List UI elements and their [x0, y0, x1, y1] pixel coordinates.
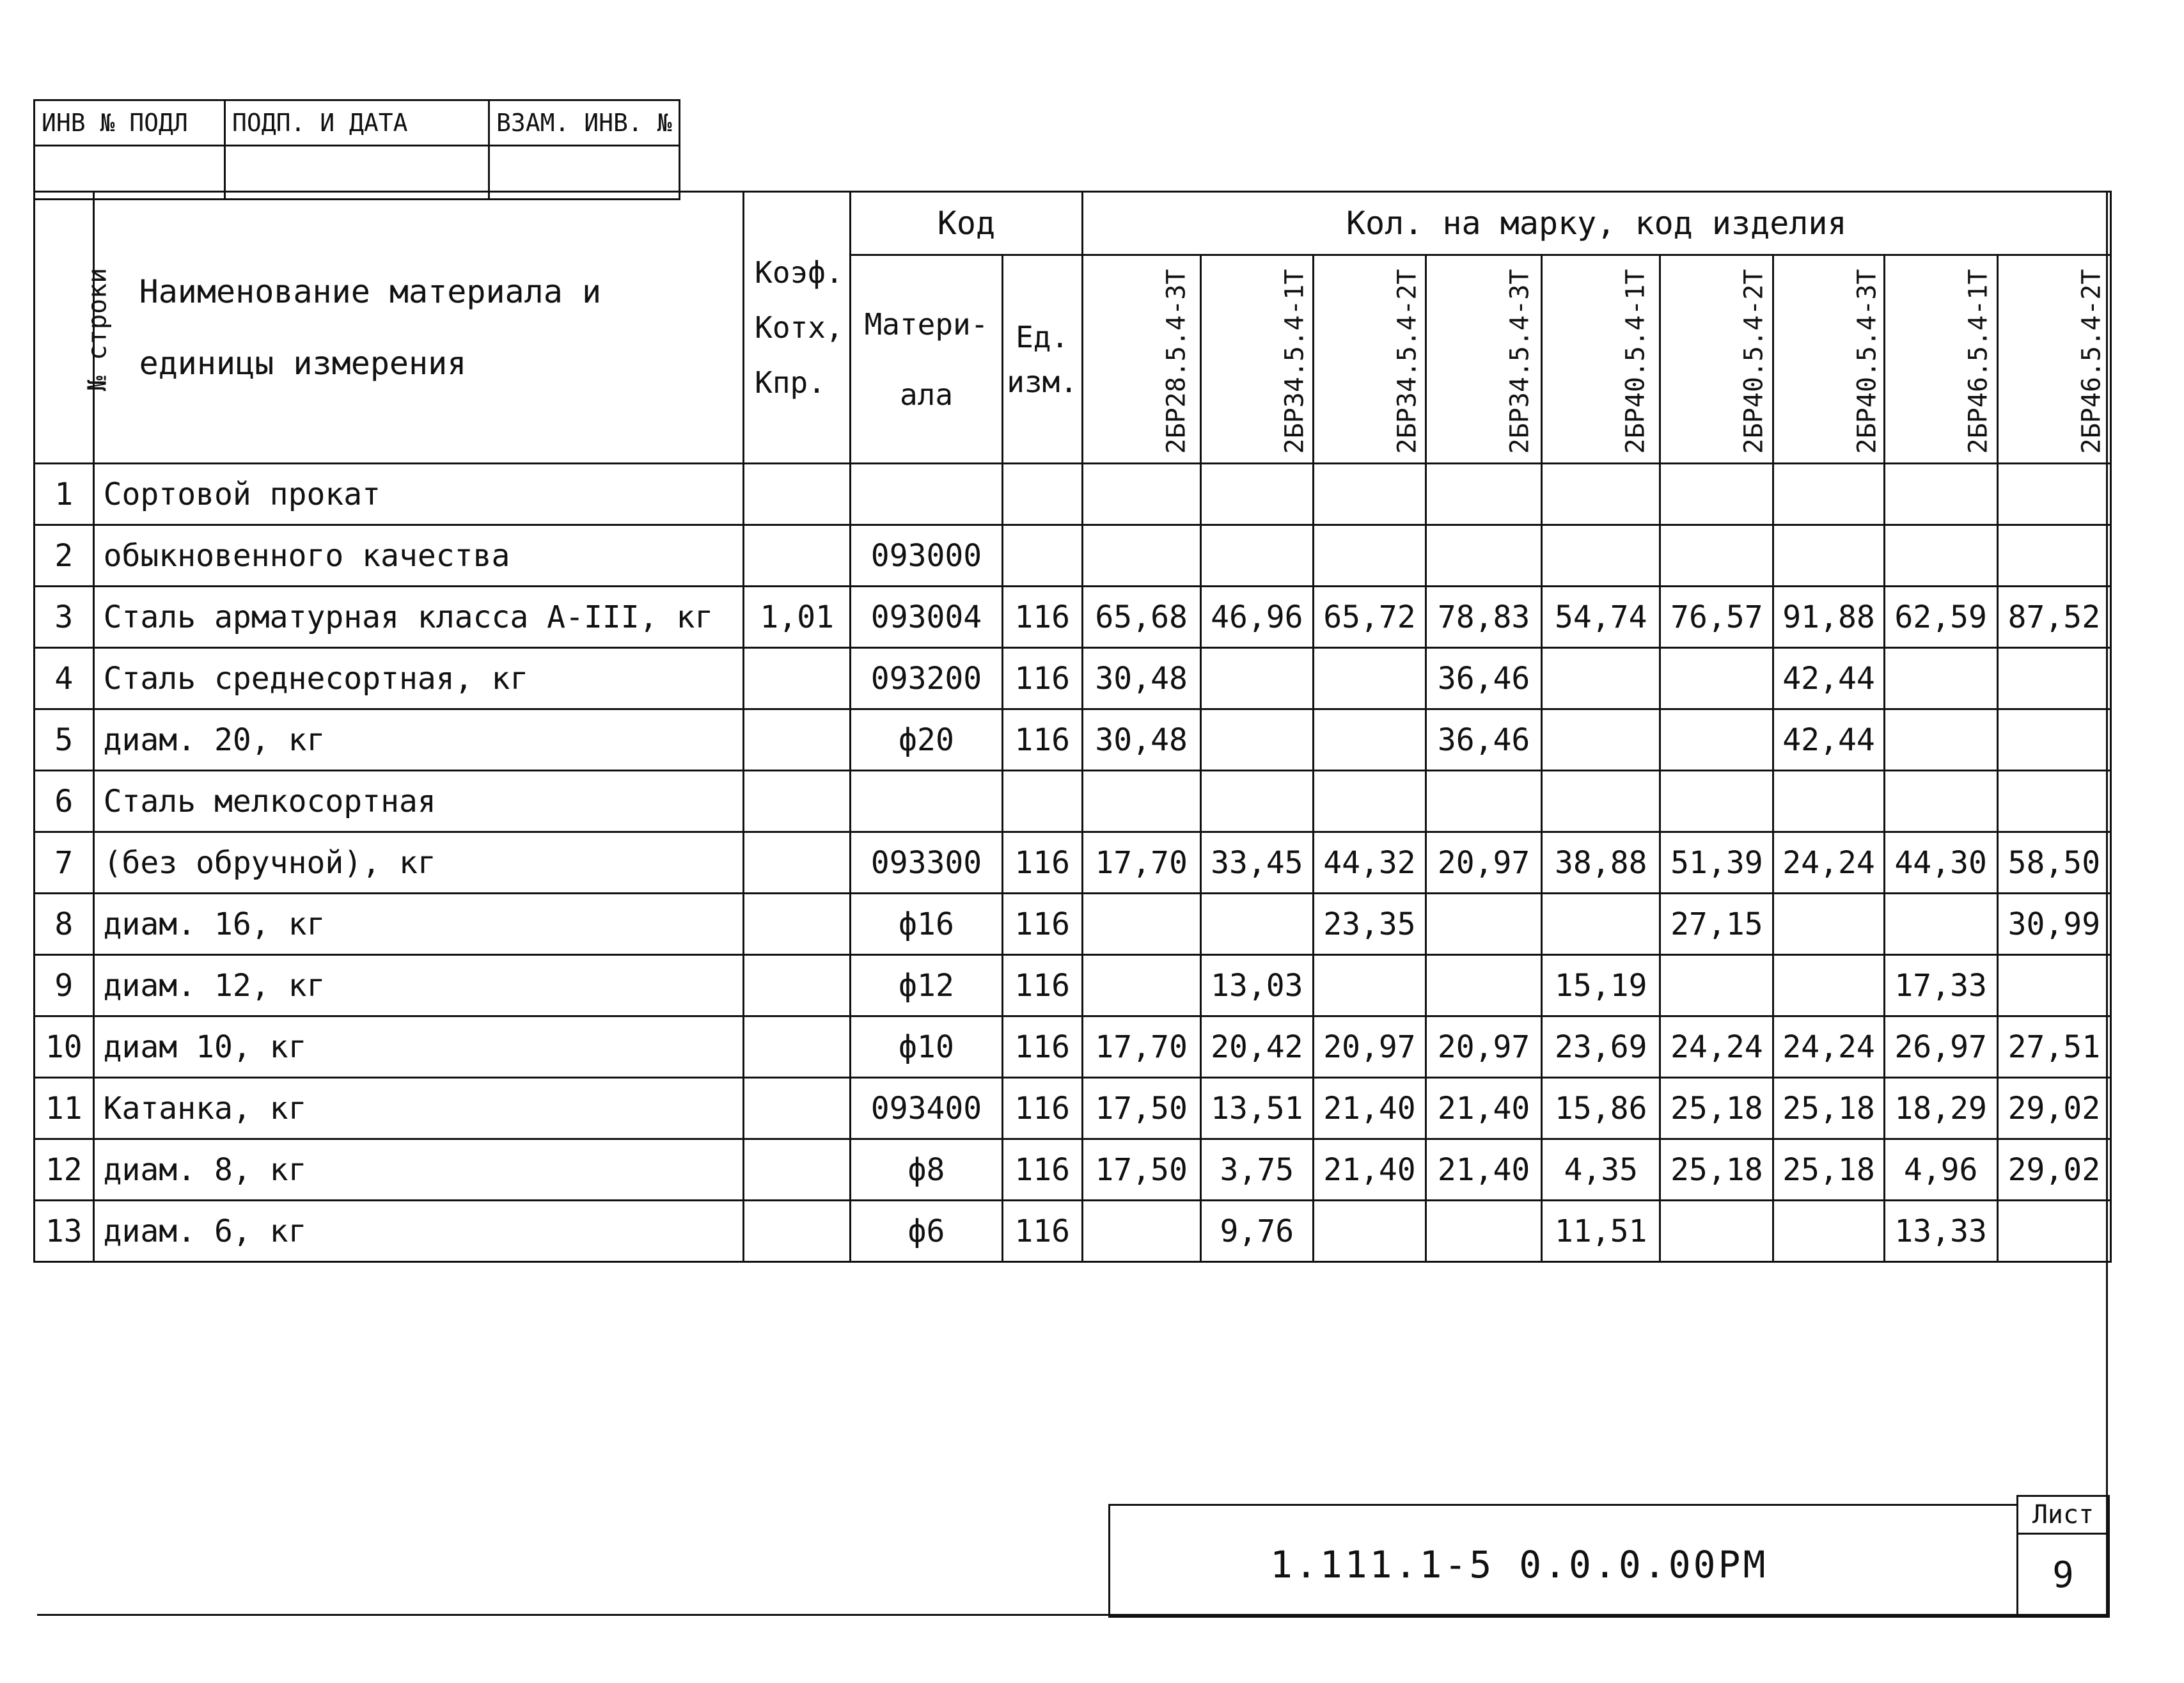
- quantity-cell: 25,18: [1660, 1139, 1773, 1201]
- row-number: 3: [35, 587, 94, 648]
- material-code: ф10: [851, 1016, 1003, 1078]
- quantity-cell: 17,70: [1082, 1016, 1200, 1078]
- quantity-cell: [1660, 709, 1773, 771]
- unit-code: 116: [1002, 1201, 1082, 1262]
- quantity-cell: 11,51: [1542, 1201, 1660, 1262]
- coefficient: [744, 648, 851, 709]
- header-coefficient: Коэф. Котх, Кпр.: [744, 192, 851, 464]
- quantity-cell: [1997, 709, 2110, 771]
- quantity-cell: [1082, 894, 1200, 955]
- coefficient: [744, 1139, 851, 1201]
- quantity-cell: 24,24: [1773, 832, 1884, 894]
- empty-cell: [1542, 1262, 1660, 1289]
- unit-code: 116: [1002, 955, 1082, 1016]
- quantity-cell: 78,83: [1426, 587, 1542, 648]
- header-mark: 2БР34.5.4-1Т: [1200, 255, 1313, 464]
- frame-right-border: [2106, 191, 2108, 1614]
- quantity-cell: [1200, 771, 1313, 832]
- quantity-cell: [1997, 1201, 2110, 1262]
- material-code: 093004: [851, 587, 1003, 648]
- quantity-cell: 33,45: [1200, 832, 1313, 894]
- quantity-cell: 25,18: [1773, 1078, 1884, 1139]
- quantity-cell: [1997, 771, 2110, 832]
- quantity-cell: [1542, 464, 1660, 525]
- quantity-cell: [1313, 464, 1426, 525]
- quantity-cell: [1773, 1201, 1884, 1262]
- table-row: [35, 525, 2111, 587]
- material-code: ф16: [851, 894, 1003, 955]
- quantity-cell: 25,18: [1660, 1078, 1773, 1139]
- quantity-cell: [1200, 525, 1313, 587]
- quantity-cell: 62,59: [1884, 587, 1997, 648]
- material-code: [851, 771, 1003, 832]
- material-code: ф20: [851, 709, 1003, 771]
- header-mark: 2БР34.5.4-3Т: [1426, 255, 1542, 464]
- quantity-cell: 18,29: [1884, 1078, 1997, 1139]
- quantity-cell: [1426, 771, 1542, 832]
- quantity-cell: [1997, 464, 2110, 525]
- quantity-cell: [1660, 464, 1773, 525]
- quantity-cell: [1773, 525, 1884, 587]
- quantity-cell: [1542, 771, 1660, 832]
- empty-cell: [1426, 1262, 1542, 1289]
- table-row: [35, 955, 2111, 1016]
- quantity-cell: [1997, 525, 2110, 587]
- material-name: диам. 6, кг: [93, 1201, 744, 1262]
- quantity-cell: 24,24: [1773, 1016, 1884, 1078]
- coefficient: [744, 832, 851, 894]
- quantity-cell: 4,35: [1542, 1139, 1660, 1201]
- quantity-cell: 21,40: [1313, 1139, 1426, 1201]
- unit-code: 116: [1002, 832, 1082, 894]
- empty-cell: [1660, 1262, 1773, 1289]
- coefficient: [744, 771, 851, 832]
- header-mark: 2БР40.5.4-1Т: [1542, 255, 1660, 464]
- quantity-cell: [1884, 525, 1997, 587]
- quantity-cell: [1542, 709, 1660, 771]
- unit-code: 116: [1002, 648, 1082, 709]
- quantity-cell: 23,35: [1313, 894, 1426, 955]
- quantity-cell: [1997, 648, 2110, 709]
- quantity-cell: 58,50: [1997, 832, 2110, 894]
- unit-code: 116: [1002, 587, 1082, 648]
- empty-cell: [1200, 1262, 1313, 1289]
- quantity-cell: [1660, 955, 1773, 1016]
- table-row: [35, 464, 2111, 525]
- quantity-cell: 15,86: [1542, 1078, 1660, 1139]
- quantity-cell: [1313, 648, 1426, 709]
- quantity-cell: 24,24: [1660, 1016, 1773, 1078]
- document-code: 1.111.1-5 0.0.0.00РМ: [1270, 1543, 1768, 1586]
- material-name: диам. 8, кг: [93, 1139, 744, 1201]
- quantity-cell: [1660, 525, 1773, 587]
- header-quantity-group: Кол. на марку, код изделия: [1082, 192, 2110, 255]
- material-name: Сталь арматурная класса А-III, кг: [93, 587, 744, 648]
- empty-cell: [851, 1262, 1003, 1289]
- quantity-cell: 20,42: [1200, 1016, 1313, 1078]
- empty-cell: [1773, 1262, 1884, 1289]
- row-number: 12: [35, 1139, 94, 1201]
- quantity-cell: [1313, 771, 1426, 832]
- quantity-cell: 17,50: [1082, 1078, 1200, 1139]
- materials-table: [33, 191, 2112, 1288]
- material-code: 093200: [851, 648, 1003, 709]
- material-name: Сталь мелкосортная: [93, 771, 744, 832]
- quantity-cell: 27,15: [1660, 894, 1773, 955]
- unit-code: 116: [1002, 709, 1082, 771]
- row-number: 10: [35, 1016, 94, 1078]
- quantity-cell: [1884, 648, 1997, 709]
- quantity-cell: 36,46: [1426, 648, 1542, 709]
- empty-cell: [1313, 1262, 1426, 1289]
- quantity-cell: [1313, 709, 1426, 771]
- table-row: [35, 587, 2111, 648]
- quantity-cell: 44,32: [1313, 832, 1426, 894]
- header-material-name: Наименование материала и единицы измерения: [93, 192, 744, 464]
- quantity-cell: 51,39: [1660, 832, 1773, 894]
- material-name: диам. 12, кг: [93, 955, 744, 1016]
- header-mark: 2БР40.5.4-2Т: [1660, 255, 1773, 464]
- quantity-cell: 17,50: [1082, 1139, 1200, 1201]
- sheet-number: 9: [2052, 1554, 2074, 1596]
- material-name: Сталь среднесортная, кг: [93, 648, 744, 709]
- quantity-cell: 27,51: [1997, 1016, 2110, 1078]
- sheet-label: Лист: [2018, 1497, 2108, 1535]
- quantity-cell: [1542, 525, 1660, 587]
- unit-code: 116: [1002, 1078, 1082, 1139]
- quantity-cell: 54,74: [1542, 587, 1660, 648]
- header-mark: 2БР46.5.4-1Т: [1884, 255, 1997, 464]
- unit-code: 116: [1002, 1139, 1082, 1201]
- quantity-cell: [1200, 709, 1313, 771]
- row-number: 5: [35, 709, 94, 771]
- header-material-code: Матери- ала: [851, 255, 1003, 464]
- row-number: 8: [35, 894, 94, 955]
- quantity-cell: 30,48: [1082, 648, 1200, 709]
- empty-cell: [1997, 1262, 2110, 1289]
- sheet-box: [2016, 1495, 2110, 1618]
- quantity-cell: [1200, 464, 1313, 525]
- quantity-cell: [1082, 1201, 1200, 1262]
- coefficient: [744, 1201, 851, 1262]
- table-filler-row: [35, 1262, 2111, 1289]
- approval-stamp: [33, 99, 680, 200]
- unit-code: 116: [1002, 894, 1082, 955]
- coefficient: [744, 955, 851, 1016]
- quantity-cell: [1884, 771, 1997, 832]
- row-number: 2: [35, 525, 94, 587]
- coefficient: [744, 464, 851, 525]
- row-number: 7: [35, 832, 94, 894]
- quantity-cell: [1200, 894, 1313, 955]
- empty-cell: [1884, 1262, 1997, 1289]
- coefficient: 1,01: [744, 587, 851, 648]
- quantity-cell: [1313, 955, 1426, 1016]
- quantity-cell: 15,19: [1542, 955, 1660, 1016]
- table-row: [35, 1078, 2111, 1139]
- material-code: ф6: [851, 1201, 1003, 1262]
- empty-cell: [1002, 1262, 1082, 1289]
- table-row: [35, 709, 2111, 771]
- header-code-group: Код: [851, 192, 1082, 255]
- quantity-cell: 21,40: [1426, 1139, 1542, 1201]
- quantity-cell: 29,02: [1997, 1078, 2110, 1139]
- quantity-cell: 13,03: [1200, 955, 1313, 1016]
- table-row: [35, 1201, 2111, 1262]
- title-block: [1108, 1504, 2018, 1618]
- material-name: диам. 20, кг: [93, 709, 744, 771]
- material-code: 093300: [851, 832, 1003, 894]
- empty-cell: [1082, 1262, 1200, 1289]
- coefficient: [744, 1016, 851, 1078]
- quantity-cell: [1773, 464, 1884, 525]
- unit-code: [1002, 525, 1082, 587]
- quantity-cell: 65,68: [1082, 587, 1200, 648]
- coefficient: [744, 1078, 851, 1139]
- material-name: Катанка, кг: [93, 1078, 744, 1139]
- stamp-header-inv-original: ИНВ № ПОДЛ: [35, 100, 225, 146]
- quantity-cell: [1542, 648, 1660, 709]
- material-name: Сортовой прокат: [93, 464, 744, 525]
- table-row: [35, 832, 2111, 894]
- quantity-cell: [1773, 955, 1884, 1016]
- quantity-cell: 44,30: [1884, 832, 1997, 894]
- quantity-cell: 65,72: [1313, 587, 1426, 648]
- quantity-cell: 36,46: [1426, 709, 1542, 771]
- quantity-cell: [1313, 525, 1426, 587]
- row-number: 4: [35, 648, 94, 709]
- row-number: 11: [35, 1078, 94, 1139]
- material-name: диам 10, кг: [93, 1016, 744, 1078]
- quantity-cell: 30,99: [1997, 894, 2110, 955]
- quantity-cell: [1426, 1201, 1542, 1262]
- header-mark: 2БР46.5.4-2Т: [1997, 255, 2110, 464]
- quantity-cell: 38,88: [1542, 832, 1660, 894]
- material-code: [851, 464, 1003, 525]
- quantity-cell: [1773, 894, 1884, 955]
- quantity-cell: 4,96: [1884, 1139, 1997, 1201]
- quantity-cell: 20,97: [1426, 832, 1542, 894]
- quantity-cell: [1426, 525, 1542, 587]
- header-row-number: № строки: [35, 192, 94, 464]
- table-row: [35, 648, 2111, 709]
- coefficient: [744, 525, 851, 587]
- unit-code: 116: [1002, 1016, 1082, 1078]
- quantity-cell: 3,75: [1200, 1139, 1313, 1201]
- table-row: [35, 1139, 2111, 1201]
- empty-cell: [35, 1262, 94, 1289]
- quantity-cell: 20,97: [1426, 1016, 1542, 1078]
- quantity-cell: [1426, 894, 1542, 955]
- header-mark: 2БР40.5.4-3Т: [1773, 255, 1884, 464]
- material-code: ф12: [851, 955, 1003, 1016]
- quantity-cell: 21,40: [1313, 1078, 1426, 1139]
- quantity-cell: [1884, 464, 1997, 525]
- quantity-cell: 87,52: [1997, 587, 2110, 648]
- material-code: ф8: [851, 1139, 1003, 1201]
- quantity-cell: [1997, 955, 2110, 1016]
- header-mark: 2БР28.5.4-3Т: [1082, 255, 1200, 464]
- quantity-cell: 9,76: [1200, 1201, 1313, 1262]
- quantity-cell: 13,51: [1200, 1078, 1313, 1139]
- quantity-cell: [1082, 955, 1200, 1016]
- unit-code: [1002, 771, 1082, 832]
- quantity-cell: 21,40: [1426, 1078, 1542, 1139]
- quantity-cell: [1542, 894, 1660, 955]
- quantity-cell: [1426, 464, 1542, 525]
- row-number: 9: [35, 955, 94, 1016]
- material-name: (без обручной), кг: [93, 832, 744, 894]
- table-row: [35, 771, 2111, 832]
- quantity-cell: 23,69: [1542, 1016, 1660, 1078]
- row-number: 6: [35, 771, 94, 832]
- quantity-cell: 20,97: [1313, 1016, 1426, 1078]
- quantity-cell: [1884, 709, 1997, 771]
- quantity-cell: [1200, 648, 1313, 709]
- quantity-cell: [1884, 894, 1997, 955]
- quantity-cell: [1773, 771, 1884, 832]
- row-number: 13: [35, 1201, 94, 1262]
- material-code: 093400: [851, 1078, 1003, 1139]
- header-mark: 2БР34.5.4-2Т: [1313, 255, 1426, 464]
- material-name: диам. 16, кг: [93, 894, 744, 955]
- coefficient: [744, 709, 851, 771]
- quantity-cell: [1660, 771, 1773, 832]
- empty-cell: [93, 1262, 744, 1289]
- quantity-cell: [1082, 464, 1200, 525]
- quantity-cell: 91,88: [1773, 587, 1884, 648]
- coefficient: [744, 894, 851, 955]
- empty-cell: [744, 1262, 851, 1289]
- table-row: [35, 894, 2111, 955]
- row-number: 1: [35, 464, 94, 525]
- quantity-cell: 29,02: [1997, 1139, 2110, 1201]
- table-row: [35, 1016, 2111, 1078]
- quantity-cell: [1082, 525, 1200, 587]
- quantity-cell: 25,18: [1773, 1139, 1884, 1201]
- quantity-cell: 17,70: [1082, 832, 1200, 894]
- quantity-cell: [1426, 955, 1542, 1016]
- quantity-cell: [1313, 1201, 1426, 1262]
- quantity-cell: [1082, 771, 1200, 832]
- unit-code: [1002, 464, 1082, 525]
- quantity-cell: 46,96: [1200, 587, 1313, 648]
- quantity-cell: 76,57: [1660, 587, 1773, 648]
- quantity-cell: [1660, 648, 1773, 709]
- quantity-cell: [1660, 1201, 1773, 1262]
- header-unit-code: Ед. изм.: [1002, 255, 1082, 464]
- stamp-header-signature-date: ПОДП. И ДАТА: [225, 100, 489, 146]
- quantity-cell: 26,97: [1884, 1016, 1997, 1078]
- quantity-cell: 30,48: [1082, 709, 1200, 771]
- material-code: 093000: [851, 525, 1003, 587]
- quantity-cell: 13,33: [1884, 1201, 1997, 1262]
- quantity-cell: 17,33: [1884, 955, 1997, 1016]
- quantity-cell: 42,44: [1773, 709, 1884, 771]
- material-name: обыкновенного качества: [93, 525, 744, 587]
- quantity-cell: 42,44: [1773, 648, 1884, 709]
- stamp-header-replacement-inv: ВЗАМ. ИНВ. №: [489, 100, 680, 146]
